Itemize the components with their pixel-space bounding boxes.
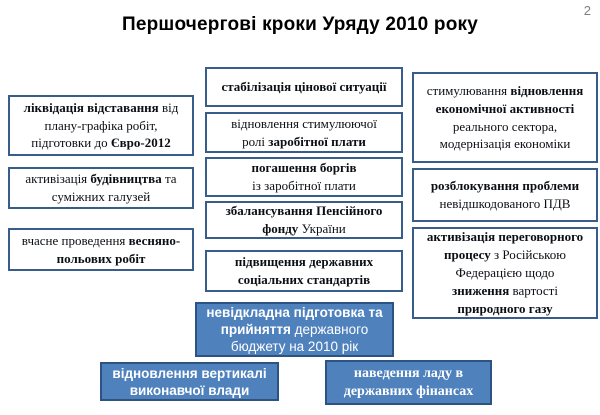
box-wage-role-text: відновлення стимулюючої ролі заробітної плати xyxy=(231,115,377,149)
box-pension-fund xyxy=(205,201,403,239)
box-wage-role xyxy=(205,112,403,153)
box-public-finances-text: наведення ладу в державних фінансах xyxy=(343,365,474,399)
box-pension-fund-text: збалансування Пенсійного фонду України xyxy=(225,203,383,236)
box-wage-debts-text: погашення боргів із заробітної плати xyxy=(251,160,357,193)
box-public-finances xyxy=(325,360,492,405)
box-euro2012-text: ліквідація відставання від плану-графіка робіт, підготовки до Євро-2012 xyxy=(23,99,179,151)
box-spring-field-works-text: вчасне проведення весняно- польових робіт xyxy=(21,232,181,266)
page-number: 2 xyxy=(583,3,591,18)
box-gas-negotiations xyxy=(412,227,598,319)
box-spring-field-works xyxy=(8,228,194,271)
box-social-standards xyxy=(205,250,403,292)
box-vat-problem-text: розблокування проблеми невідшкодованого ПДВ xyxy=(430,178,580,211)
box-wage-debts xyxy=(205,157,403,197)
page-title: Першочергові кроки Уряду 2010 року xyxy=(121,14,478,35)
box-economic-recovery xyxy=(412,72,598,163)
box-executive-vertical-text: відновлення вертикалі виконавчої влади xyxy=(112,365,267,398)
box-vat-problem xyxy=(412,168,598,222)
box-construction xyxy=(8,167,194,209)
box-budget-2010-text: невідкладна підготовка та прийняття державного бюджету на 2010 рік xyxy=(206,305,383,354)
box-price-stabilization-text: стабілізація цінової ситуації xyxy=(221,79,387,95)
box-social-standards-text: підвищення державних соціальних стандартів xyxy=(234,254,374,287)
box-construction-text: активізація будівництва та суміжних галузей xyxy=(25,171,177,204)
box-euro2012 xyxy=(8,95,194,156)
box-price-stabilization xyxy=(205,67,403,107)
box-economic-recovery-text: стимулювання відновлення економічної активності реального сектора, модернізація економіки xyxy=(426,82,584,152)
box-gas-negotiations-text: активізація переговорного процесу з Російською Федерацією щодо зниження вартості природного газу xyxy=(426,229,584,316)
box-executive-vertical xyxy=(100,362,279,401)
box-budget-2010 xyxy=(195,302,394,357)
